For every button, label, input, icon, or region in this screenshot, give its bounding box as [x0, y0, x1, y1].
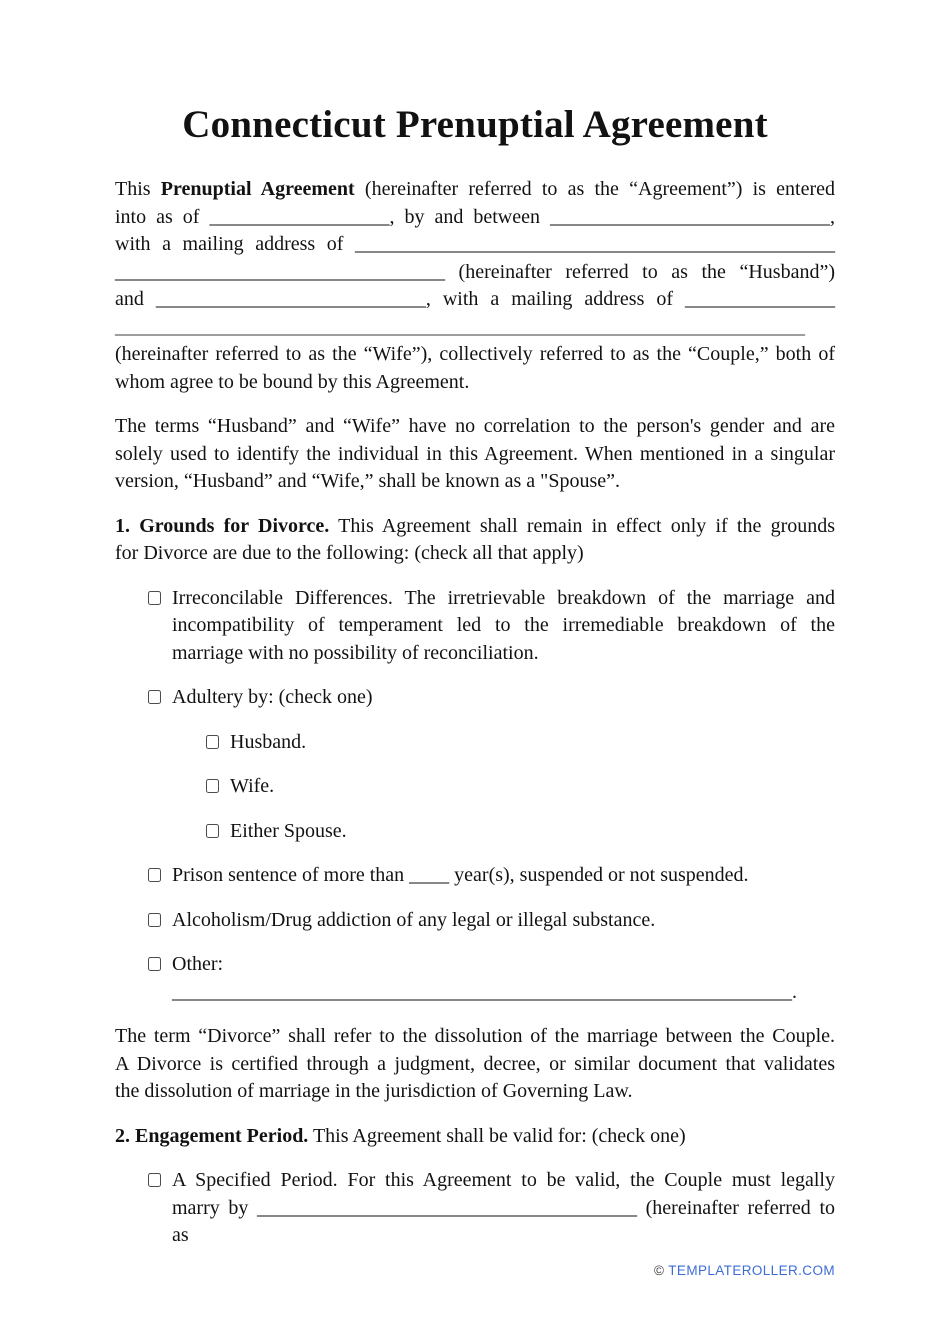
wife-option-label: Wife. — [230, 775, 275, 797]
copyright-symbol: © — [653, 1263, 665, 1278]
checkbox-irreconcilable-differences[interactable] — [148, 591, 161, 605]
terms-paragraph — [115, 413, 835, 496]
checklist-item-irreconcilable-differences — [115, 585, 835, 668]
specified-period-line-2: marry by ______________________________________ (hereinafter referred to as — [172, 1196, 835, 1246]
footer — [654, 1263, 835, 1278]
checkbox-husband[interactable] — [206, 735, 219, 749]
irreconcilable-line-1: Irreconcilable Differences. The irretrievable breakdown of the marriage and — [172, 586, 835, 609]
checklist-item-adultery — [115, 684, 835, 712]
section-2-number-title: 2. Engagement Period. — [115, 1124, 309, 1147]
checklist-subitem-either-spouse — [115, 818, 835, 846]
checklist-item-specified-period — [115, 1167, 835, 1250]
intro-line-7: (hereinafter referred to as the “Wife”), collectively referred to as the “Couple,” both of — [115, 343, 835, 365]
intro-line-1-bold: Prenuptial Agreement — [160, 178, 355, 200]
checkbox-other[interactable] — [148, 957, 161, 971]
checklist-item-other — [115, 951, 835, 1006]
checkbox-either-spouse[interactable] — [206, 824, 219, 838]
divorce-definition-line-1: The term “Divorce” shall refer to the dissolution of the marriage between the Couple. — [115, 1025, 835, 1047]
checklist-item-alcoholism — [115, 907, 835, 935]
intro-paragraph — [115, 176, 835, 396]
section-2-heading-line-1 — [115, 1123, 835, 1151]
prison-sentence-label: Prison sentence of more than ____ year(s), suspended or not suspended. — [172, 864, 749, 886]
terms-line-2: solely used to identify the individual in this Agreement. When mentioned in a singular — [115, 442, 835, 465]
intro-line-1-pre: This — [115, 178, 151, 200]
alcoholism-label: Alcoholism/Drug addiction of any legal or illegal substance. — [172, 908, 656, 931]
intro-line-2: into as of __________________, by and between ____________________________, — [115, 205, 835, 228]
checkbox-specified-period[interactable] — [148, 1173, 161, 1187]
intro-line-4: _________________________________ (hereinafter referred to as the “Husband”) — [115, 260, 835, 283]
intro-line-6: _____________________________________________________________________ — [115, 315, 805, 338]
checklist-subitem-wife — [115, 773, 835, 801]
intro-line-3: with a mailing address of ________________________________________________ — [115, 233, 835, 255]
checklist-subitem-husband — [115, 729, 835, 757]
section-2-heading-rest: This Agreement shall be valid for: (check one) — [312, 1124, 686, 1147]
specified-period-line-1: A Specified Period. For this Agreement to be valid, the Couple must legally — [172, 1169, 835, 1191]
checkbox-wife[interactable] — [206, 779, 219, 793]
section-1-number-title: 1. Grounds for Divorce. — [115, 514, 330, 537]
section-1-heading-line-2: for Divorce are due to the following: (check all that apply) — [115, 542, 584, 564]
irreconcilable-line-3: marriage with no possibility of reconciliation. — [172, 641, 539, 664]
intro-line-1 — [115, 176, 835, 204]
terms-line-1: The terms “Husband” and “Wife” have no correlation to the person's gender and are — [115, 415, 835, 437]
terms-line-3: version, “Husband” and “Wife,” shall be known as a "Spouse”. — [115, 470, 620, 492]
intro-line-1-rest: (hereinafter referred to as the “Agreement”) is entered — [364, 178, 836, 200]
checkbox-prison-sentence[interactable] — [148, 868, 161, 882]
section-1-heading-rest: This Agreement shall remain in effect only if the grounds — [338, 514, 836, 537]
templateroller-link[interactable]: TEMPLATEROLLER.COM — [668, 1263, 835, 1278]
divorce-definition-line-2: A Divorce is certified through a judgment, decree, or similar document that validates — [115, 1052, 835, 1075]
page-title: Connecticut Prenuptial Agreement — [182, 103, 768, 146]
section-2-heading — [115, 1123, 835, 1151]
divorce-definition-line-3: the dissolution of marriage in the jurisdiction of Governing Law. — [115, 1080, 633, 1102]
checklist-item-prison-sentence — [115, 862, 835, 890]
checkbox-alcoholism[interactable] — [148, 913, 161, 927]
husband-option-label: Husband. — [230, 730, 307, 753]
section-1-heading-line-1 — [115, 513, 835, 541]
adultery-label: Adultery by: (check one) — [172, 686, 373, 708]
either-spouse-option-label: Either Spouse. — [230, 819, 347, 842]
irreconcilable-line-2: incompatibility of temperament led to the irremediable breakdown of the — [172, 614, 835, 636]
intro-line-8: whom agree to be bound by this Agreement. — [115, 370, 470, 393]
section-1-heading — [115, 513, 835, 568]
intro-line-5: and ___________________________, with a mailing address of _______________ — [115, 288, 835, 310]
divorce-definition-paragraph — [115, 1023, 835, 1106]
other-label: Other: ______________________________________________________________. — [172, 953, 797, 1003]
checkbox-adultery[interactable] — [148, 690, 161, 704]
